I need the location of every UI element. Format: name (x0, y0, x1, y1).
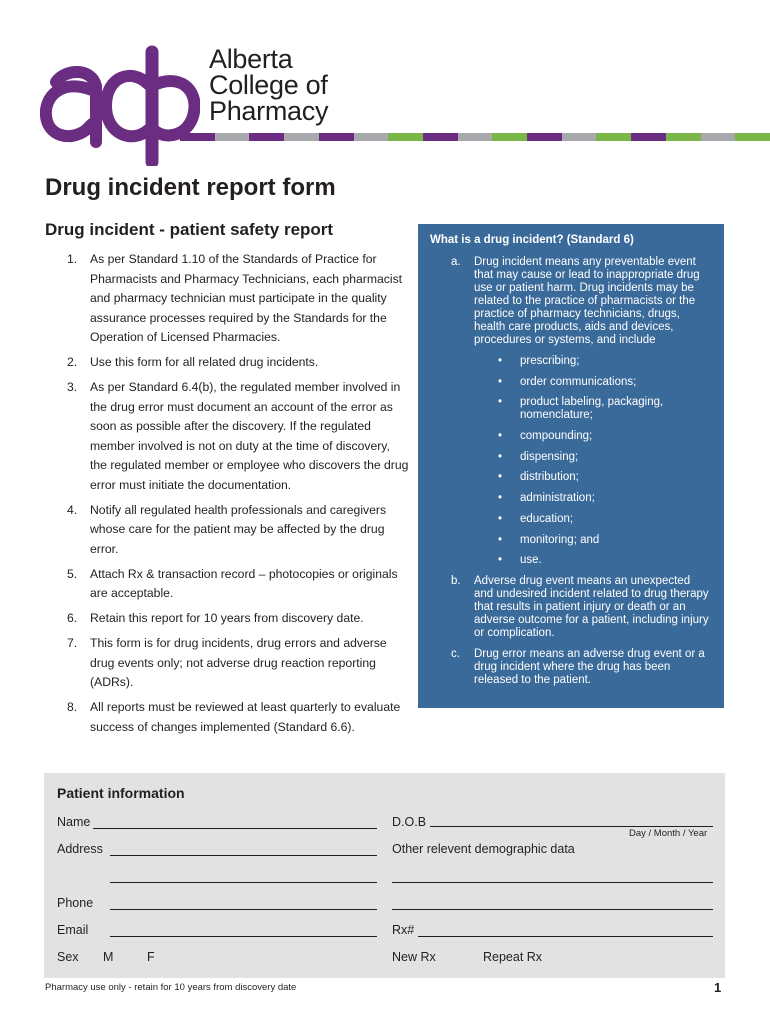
stripe-segment (215, 133, 250, 141)
sex-option-m[interactable]: M (103, 950, 114, 964)
list-item (45, 353, 410, 373)
page-number: 1 (714, 980, 722, 995)
stripe-segment (701, 133, 736, 141)
dob-field[interactable] (430, 826, 713, 827)
stripe-segment (388, 133, 423, 141)
name-field[interactable] (93, 828, 377, 829)
definition-letter: a. (451, 256, 461, 268)
list-text: This form is for drug incidents, drug errors and adverse drug events only; not adverse drug reaction reporting (ADRs). (90, 636, 387, 689)
list-item: • prescribing; (430, 355, 712, 368)
list-item (45, 698, 410, 737)
list-item: • education; (430, 513, 712, 526)
stripe-segment (735, 133, 770, 141)
footer-note: Pharmacy use only - retain for 10 years from discovery date (45, 982, 297, 993)
new-rx-option[interactable]: New Rx (392, 950, 436, 964)
dob-format-hint: Day / Month / Year (629, 828, 708, 839)
list-text: As per Standard 6.4(b), the regulated member involved in the drug error must document an account of the error as soon as possible after the discovery. If the regulated member involved is not on duty at the time of discovery, the regulated member or employee who discovers the drug error must initiate the documentation. (90, 380, 409, 492)
definition-b (430, 575, 712, 640)
dob-label: D.O.B (392, 815, 427, 829)
list-text: Retain this report for 10 years from discovery date. (90, 611, 364, 625)
stripe-segment (596, 133, 631, 141)
rx-number-label: Rx# (392, 923, 415, 937)
list-item: • dispensing; (430, 451, 712, 464)
definition-panel (418, 224, 724, 708)
stripe-segment (458, 133, 493, 141)
list-item (45, 250, 410, 348)
list-item: • distribution; (430, 471, 712, 484)
email-label: Email (57, 923, 89, 937)
phone-field[interactable] (110, 909, 377, 910)
list-text: Notify all regulated health professionals and caregivers whose care for the patient may be affected by the drug error. (90, 502, 387, 556)
stripe-segment (284, 133, 319, 141)
stripe-segment (423, 133, 458, 141)
list-item: • product labeling, packaging, nomenclature; (430, 396, 712, 422)
list-text: All reports must be reviewed at least quarterly to evaluate success of changes implemented (Standard 6.6). (90, 700, 401, 734)
list-item: • compounding; (430, 430, 712, 443)
list-number: 4. (67, 502, 78, 517)
stripe-segment (492, 133, 527, 141)
list-item: • use. (430, 554, 712, 567)
definition-letter: b. (451, 574, 461, 587)
stripe-segment (562, 133, 597, 141)
sex-label: Sex (57, 950, 79, 964)
instructions-list (45, 250, 410, 743)
list-item (45, 378, 410, 495)
list-text: As per Standard 1.10 of the Standards of Practice for Pharmacists and Pharmacy Technicians, each pharmacist and pharmacy technician must participate in the quality assurance processes required by the Standards for the Operation of Licensed Pharmacies. (90, 252, 403, 344)
incident-types-list (430, 355, 712, 567)
other-demographics-field[interactable] (392, 882, 713, 883)
stripe-segment (354, 133, 389, 141)
stripe-segment (631, 133, 666, 141)
list-number: 6. (67, 611, 78, 625)
list-number: 1. (67, 252, 78, 266)
list-item (45, 501, 410, 560)
other-demographics-field-line-2[interactable] (392, 909, 713, 910)
list-item (45, 634, 410, 693)
email-field[interactable] (110, 936, 377, 937)
phone-label: Phone (57, 896, 94, 910)
page-title: Drug incident report form (45, 174, 336, 201)
brand-stripe (180, 133, 770, 141)
definition-text: Drug incident means any preventable event that may cause or lead to inappropriate drug use or patient harm. Drug incidents may be related to the practice of pharmacists or the practice of pharmacy technicians, drugs, health care products, aids and devices, procedures or systems, and include (474, 256, 700, 346)
stripe-segment (666, 133, 701, 141)
list-text: Attach Rx & transaction record – photocopies or originals are acceptable. (90, 566, 398, 600)
stripe-segment (249, 133, 284, 141)
list-item: • monitoring; and (430, 534, 712, 547)
rx-number-field[interactable] (418, 936, 713, 937)
stripe-segment (319, 133, 354, 141)
list-number: 2. (67, 355, 78, 369)
list-item (45, 609, 410, 629)
list-number: 5. (67, 566, 78, 581)
list-item: • order communications; (430, 376, 712, 389)
college-name-line-1: Alberta (209, 44, 293, 74)
stripe-segment (180, 133, 215, 141)
panel-heading: What is a drug incident? (Standard 6) (430, 234, 634, 246)
definition-text: Adverse drug event means an unexpected and undesired incident related to drug therapy that results in patient injury or death or an adverse outcome for a patient, including injury or complication. (474, 574, 709, 639)
list-item (45, 565, 410, 604)
address-label: Address (57, 842, 103, 856)
list-number: 3. (67, 380, 78, 394)
definition-a (430, 256, 712, 347)
stripe-segment (527, 133, 562, 141)
sex-option-f[interactable]: F (147, 950, 155, 964)
patient-info-title: Patient information (57, 785, 185, 801)
name-label: Name (57, 815, 91, 829)
patient-info-section (44, 773, 725, 978)
list-number: 7. (67, 636, 78, 650)
college-name-line-2: College of (209, 70, 328, 100)
list-item: • administration; (430, 492, 712, 505)
other-demographics-label: Other relevent demographic data (392, 842, 575, 856)
acp-logo-mark (40, 42, 200, 166)
address-field[interactable] (110, 855, 377, 856)
address-field-line-2[interactable] (110, 882, 377, 883)
college-name-line-3: Pharmacy (209, 96, 329, 126)
definition-text: Drug error means an adverse drug event or a drug incident where the drug has been released to the patient. (474, 647, 705, 686)
college-name (209, 46, 328, 124)
list-number: 8. (67, 700, 78, 714)
section-subtitle: Drug incident - patient safety report (45, 220, 334, 239)
repeat-rx-option[interactable]: Repeat Rx (483, 950, 543, 964)
definition-c (430, 648, 712, 687)
list-text: Use this form for all related drug incidents. (90, 355, 319, 369)
definition-letter: c. (451, 647, 460, 660)
